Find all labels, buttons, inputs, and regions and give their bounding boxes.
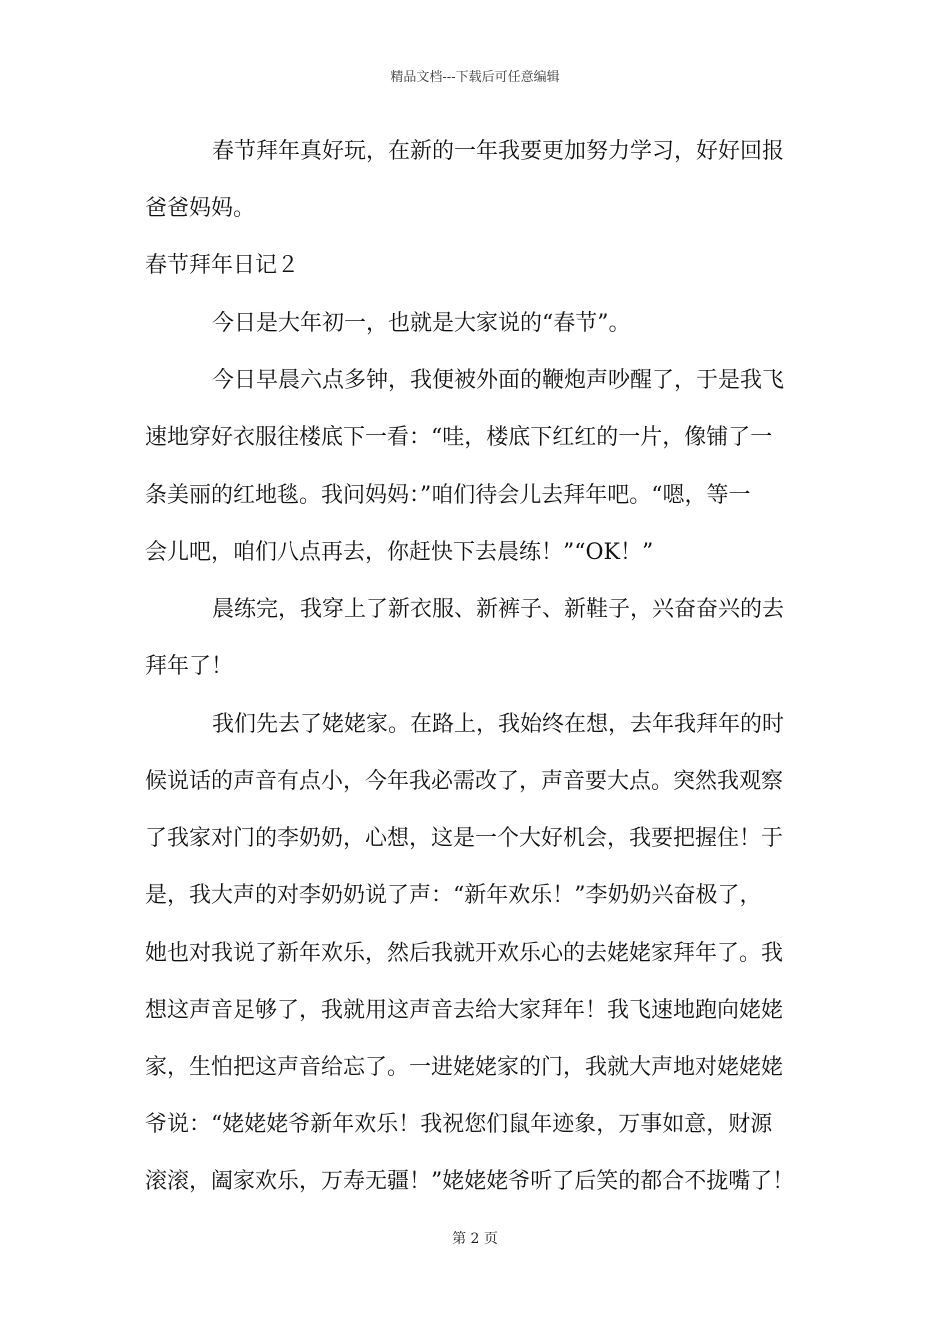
text-line: 了我家对门的李奶奶，心想，这是一个大好机会，我要把握住！于 bbox=[145, 826, 784, 851]
text-line: 爸爸妈妈。 bbox=[145, 196, 256, 221]
text-line: 春节拜年真好玩，在新的一年我要更加努力学习，好好回报 bbox=[212, 139, 785, 164]
text-line: 爷说：“姥姥姥爷新年欢乐！我祝您们鼠年迹象，万事如意，财源 bbox=[145, 1112, 773, 1137]
text-line: 会儿吧，咱们八点再去，你赶快下去晨练！”“OK！” bbox=[145, 540, 654, 565]
text-line: 晨练完，我穿上了新衣服、新裤子、新鞋子，兴奋奋兴的去 bbox=[212, 597, 785, 622]
text-line: 家，生怕把这声音给忘了。一进姥姥家的门，我就大声地对姥姥姥 bbox=[145, 1055, 784, 1080]
text-line: 她也对我说了新年欢乐，然后我就开欢乐心的去姥姥家拜年了。我 bbox=[145, 941, 784, 966]
section-title: 春节拜年日记２ bbox=[145, 253, 300, 278]
text-line: 条美丽的红地毯。我问妈妈：”咱们待会儿去拜年吧。“嗯，等一 bbox=[145, 483, 751, 508]
text-line: 今日是大年初一，也就是大家说的“春节”。 bbox=[212, 311, 631, 336]
text-line: 拜年了！ bbox=[145, 654, 234, 679]
text-line: 滚滚，阖家欢乐，万寿无疆！”姥姥姥爷听了后笑的都合不拢嘴了！ bbox=[145, 1169, 795, 1194]
page-number: 第 2 页 bbox=[452, 1231, 498, 1247]
text-line: 候说话的声音有点小，今年我必需改了，声音要大点。突然我观察 bbox=[145, 769, 784, 794]
page-header: 精品文档---下载后可任意编辑 bbox=[390, 70, 560, 85]
text-line: 是，我大声的对李奶奶说了声：“新年欢乐！”李奶奶兴奋极了， bbox=[145, 883, 762, 908]
text-line: 今日早晨六点多钟，我便被外面的鞭炮声吵醒了，于是我飞 bbox=[212, 368, 785, 393]
text-line: 我们先去了姥姥家。在路上，我始终在想，去年我拜年的时 bbox=[212, 712, 785, 737]
text-line: 速地穿好衣服往楼底下一看：“哇，楼底下红红的一片，像铺了一 bbox=[145, 425, 773, 450]
text-line: 想这声音足够了，我就用这声音去给大家拜年！我飞速地跑向姥姥 bbox=[145, 998, 784, 1023]
